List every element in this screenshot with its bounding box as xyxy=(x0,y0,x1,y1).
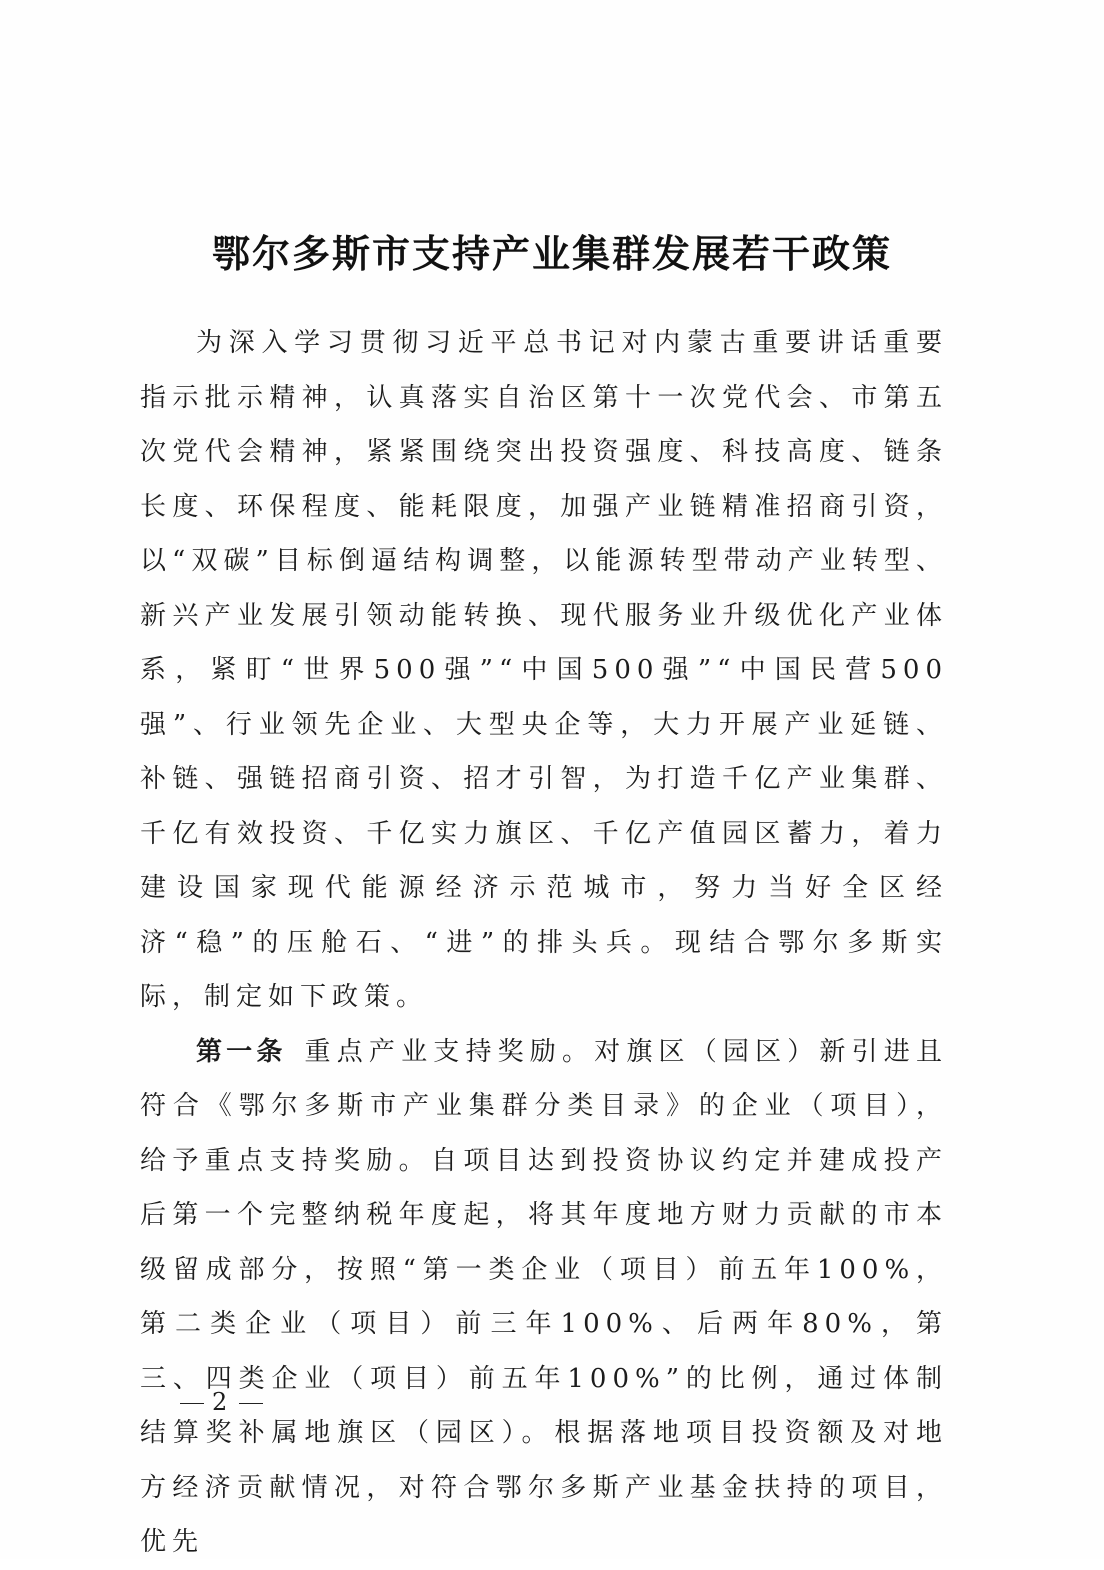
page-number xyxy=(172,1388,271,1416)
article-1-paragraph xyxy=(140,1025,948,1570)
article-label: 第一条 xyxy=(196,1036,287,1067)
page-number-dash-left xyxy=(180,1403,204,1404)
document-body xyxy=(140,316,948,1570)
page-number-value: 2 xyxy=(212,1388,232,1416)
article-1-text: 重点产业支持奖励。对旗区（园区）新引进且符合《鄂尔多斯市产业集群分类目录》的企业（项目），给予重点支持奖励。自项目达到投资协议约定并建成投产后第一个完整纳税年度起，将其年度地方财力贡献的市本级留成部分，按照“第一类企业（项目）前五年100%，第二类企业（项目）前三年100%、后两年80%，第三、四类企业（项目）前五年100%”的比例，通过体制结算奖补属地旗区（园区）。根据落地项目投资额及对地方经济贡献情况，对符合鄂尔多斯产业基金扶持的项目，优先 xyxy=(140,1036,948,1557)
intro-paragraph: 为深入学习贯彻习近平总书记对内蒙古重要讲话重要指示批示精神，认真落实自治区第十一次党代会、市第五次党代会精神，紧紧围绕突出投资强度、科技高度、链条长度、环保程度、能耗限度，加强产业链精准招商引资，以“双碳”目标倒逼结构调整，以能源转型带动产业转型、新兴产业发展引领动能转换、现代服务业升级优化产业体系，紧盯“世界500强”“中国500强”“中国民营500强”、行业领先企业、大型央企等，大力开展产业延链、补链、强链招商引资、招才引智，为打造千亿产业集群、千亿有效投资、千亿实力旗区、千亿产值园区蓄力，着力建设国家现代能源经济示范城市，努力当好全区经济“稳”的压舱石、“进”的排头兵。现结合鄂尔多斯实际，制定如下政策。 xyxy=(140,328,948,1012)
page-number-dash-right xyxy=(239,1403,263,1404)
page-title: 鄂尔多斯市支持产业集群发展若干政策 xyxy=(211,231,892,276)
